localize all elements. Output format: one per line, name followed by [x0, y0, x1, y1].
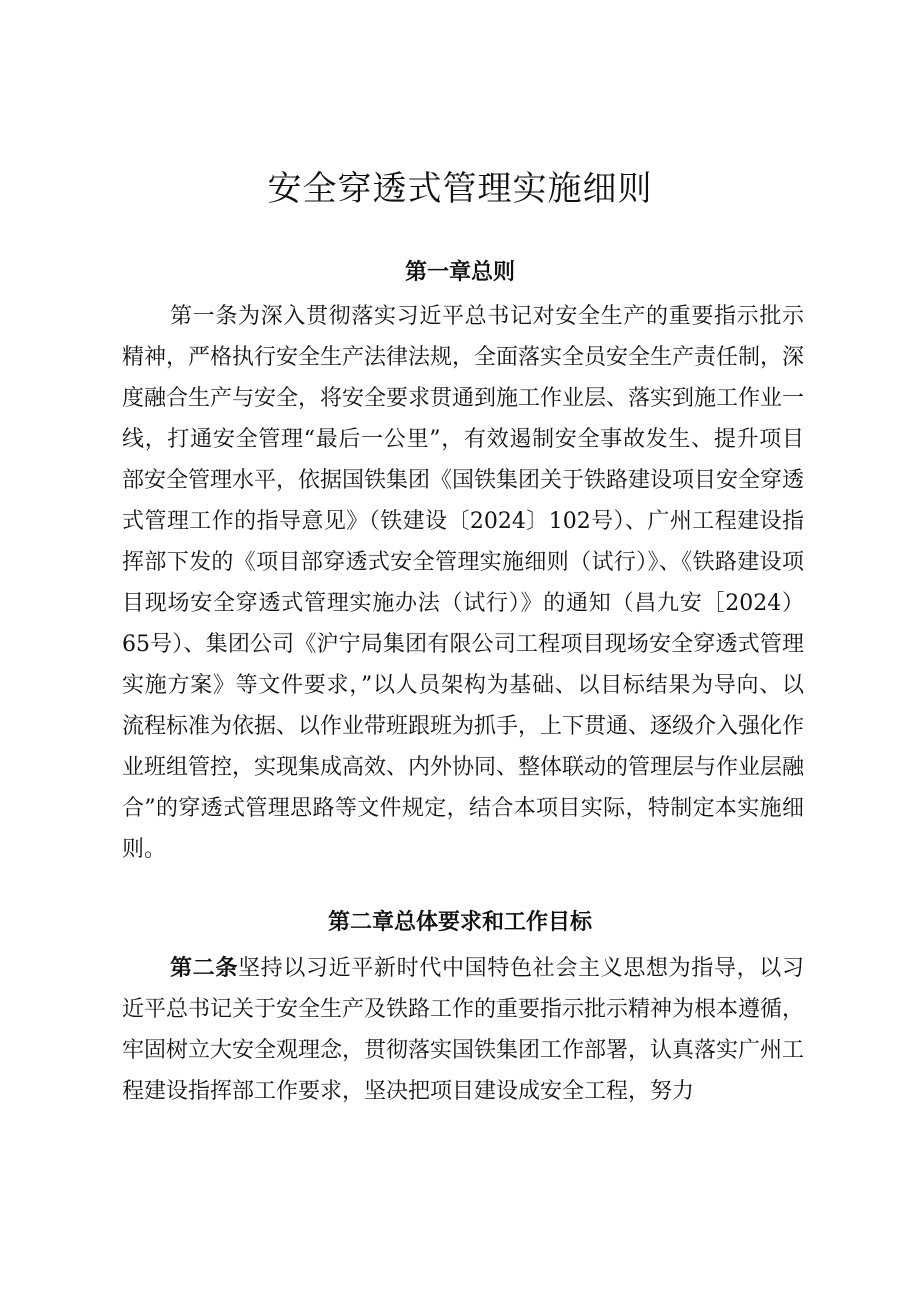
document-title: 安全穿透式管理实施细则	[267, 169, 653, 209]
chapter-2-heading: 第二章总体要求和工作目标	[327, 910, 592, 935]
chapter-1-heading: 第一章总则	[404, 260, 515, 285]
article-2-paragraph	[122, 948, 804, 1112]
article-2-label: 第二条	[170, 956, 238, 981]
article-2-text: 坚持以习近平新时代中国特色社会主义思想为指导，以习近平总书记关于安全生产及铁路工作的重要指示批示精神为根本遵循，牢固树立大安全观理念，贯彻落实国铁集团工作部署，认真落实广州工程建设指挥部工作要求，坚决把项目建设成安全工程，努力	[122, 956, 805, 1104]
article-1-paragraph: 第一条为深入贯彻落实习近平总书记对安全生产的重要指示批示精神，严格执行安全生产法律法规，全面落实全员安全生产责任制，深度融合生产与安全，将安全要求贯通到施工作业层、落实到施工作业一线，打通安全管理“最后一公里”，有效遏制安全事故发生、提升项目部安全管理水平，依据国铁集团《国铁集团关于铁路建设项目安全穿透式管理工作的指导意见》（铁建设〔2024〕102号）、广州工程建设指挥部下发的《项目部穿透式安全管理实施细则（试行）》、《铁路建设项目现场安全穿透式管理实施办法（试行）》的通知（昌九安［2024）65号）、集团公司《沪宁局集团有限公司工程项目现场安全穿透式管理实施方案》等文件要求，”以人员架构为基础、以目标结果为导向、以流程标准为依据、以作业带班跟班为抓手，上下贯通、逐级介入强化作业班组管控，实现集成高效、内外协同、整体联动的管理层与作业层融合”的穿透式管理思路等文件规定，结合本项目实际，特制定本实施细则。	[122, 304, 805, 862]
